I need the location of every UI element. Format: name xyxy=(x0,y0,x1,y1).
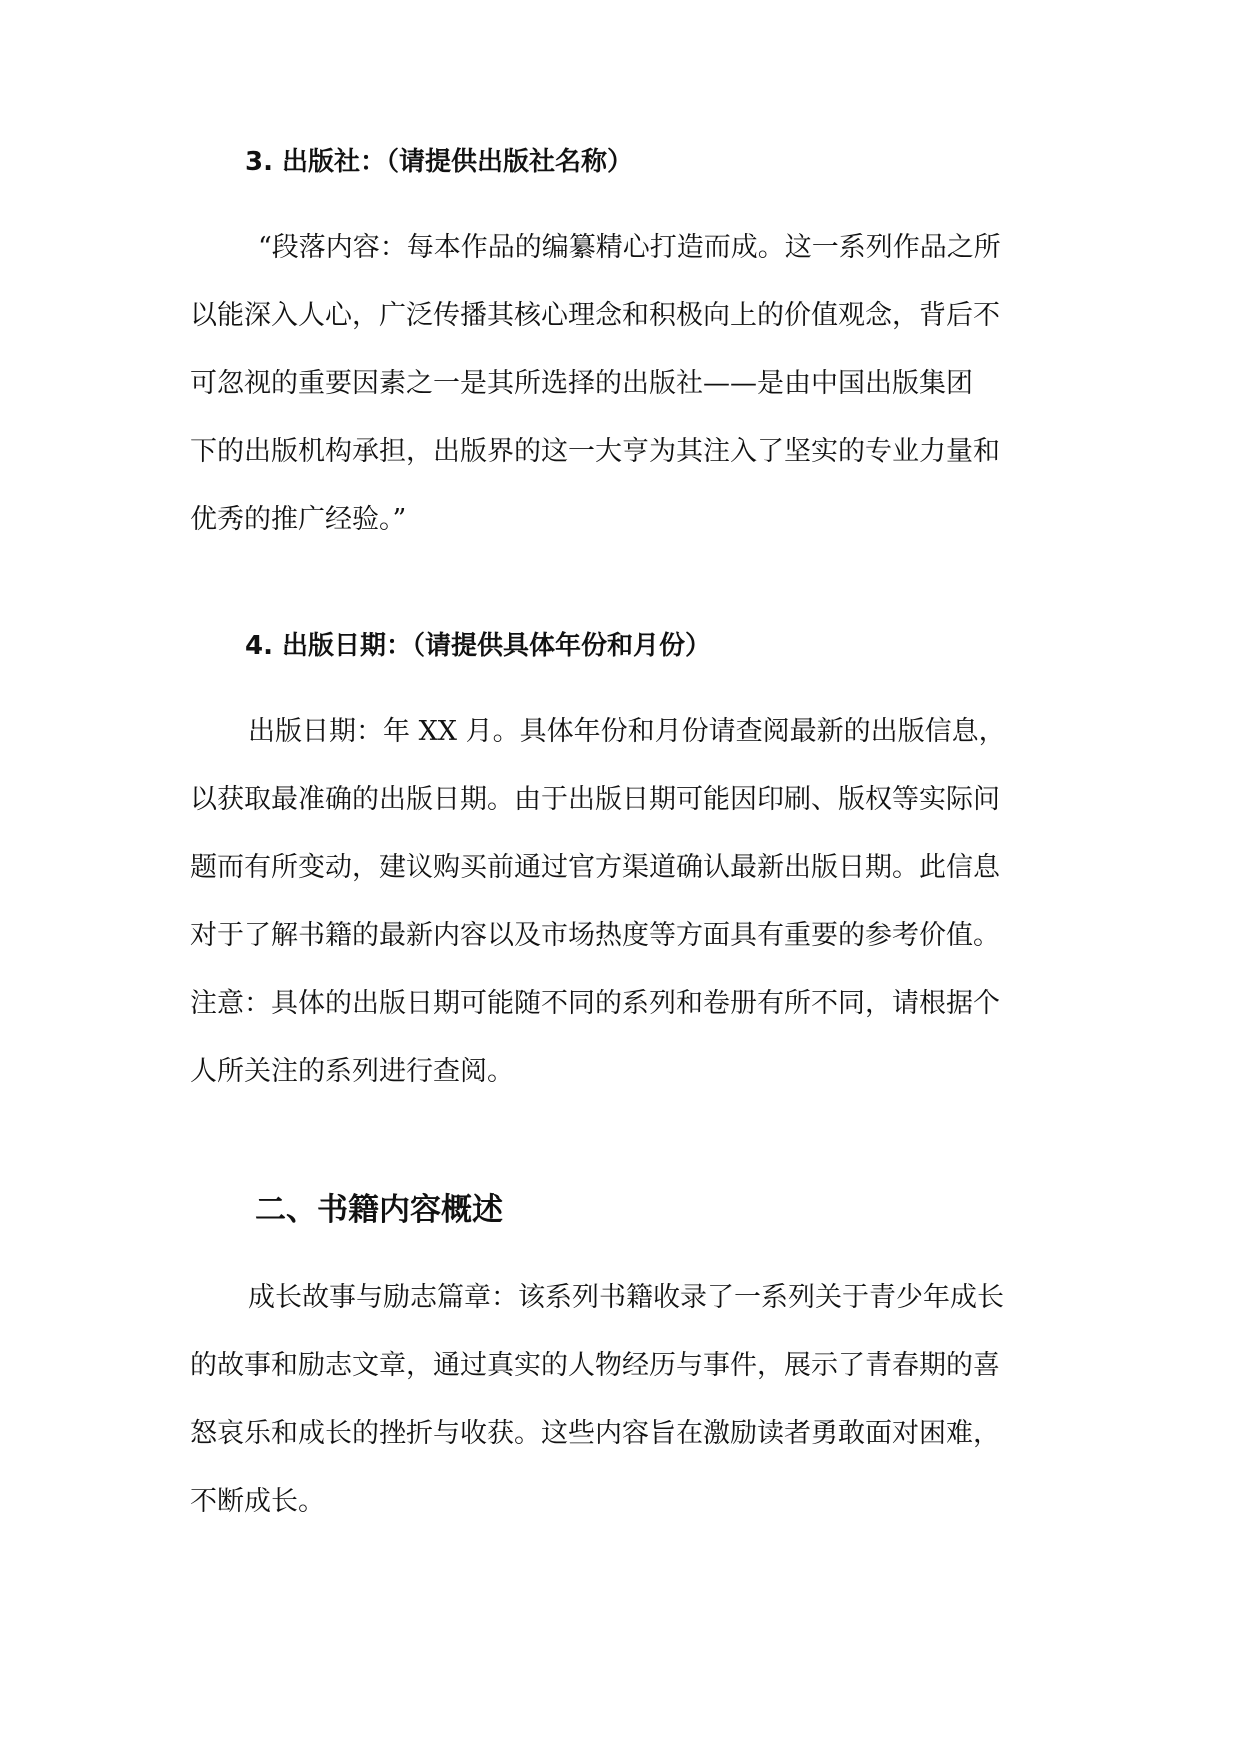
section-title-book-content: 二、书籍内容概述 xyxy=(255,1192,503,1228)
paragraph-line: 以能深入人心，广泛传播其核心理念和积极向上的价值观念，背后不 xyxy=(190,300,1000,331)
heading-publisher: 3. 出版社：（请提供出版社名称） xyxy=(245,147,634,177)
paragraph-line: 成长故事与励志篇章：该系列书籍收录了一系列关于青少年成长 xyxy=(248,1282,1004,1313)
paragraph-line: 下的出版机构承担，出版界的这一大亨为其注入了坚实的专业力量和 xyxy=(190,436,1000,467)
paragraph-line: “段落内容：每本作品的编纂精心打造而成。这一系列作品之所 xyxy=(258,232,1001,263)
paragraph-line: 注意：具体的出版日期可能随不同的系列和卷册有所不同，请根据个 xyxy=(190,988,1000,1019)
paragraph-line: 出版日期：年 XX 月。具体年份和月份请查阅最新的出版信息， xyxy=(248,716,1006,747)
paragraph-line: 以获取最准确的出版日期。由于出版日期可能因印刷、版权等实际问 xyxy=(190,784,1000,815)
paragraph-line: 不断成长。 xyxy=(190,1486,325,1517)
paragraph-line: 怒哀乐和成长的挫折与收获。这些内容旨在激励读者勇敢面对困难， xyxy=(190,1418,1000,1449)
paragraph-line: 人所关注的系列进行查阅。 xyxy=(190,1056,514,1087)
paragraph-line: 优秀的推广经验。” xyxy=(190,504,407,535)
paragraph-line: 的故事和励志文章，通过真实的人物经历与事件，展示了青春期的喜 xyxy=(190,1350,1000,1381)
paragraph-line: 可忽视的重要因素之一是其所选择的出版社——是由中国出版集团 xyxy=(190,368,973,399)
heading-publish-date: 4. 出版日期：（请提供具体年份和月份） xyxy=(245,631,712,661)
paragraph-line: 题而有所变动，建议购买前通过官方渠道确认最新出版日期。此信息 xyxy=(190,852,1000,883)
paragraph-line: 对于了解书籍的最新内容以及市场热度等方面具有重要的参考价值。 xyxy=(190,920,1000,951)
